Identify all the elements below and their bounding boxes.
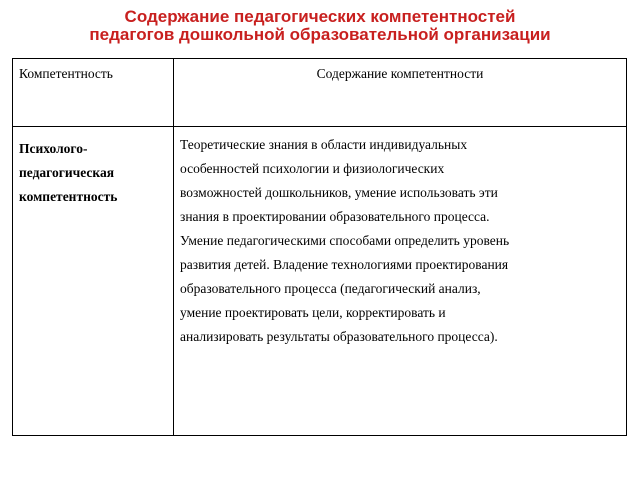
header-competence: Компетентность xyxy=(13,59,174,127)
description-line: Умение педагогическими способами определить уровень xyxy=(180,233,510,248)
table-header-row xyxy=(13,59,627,127)
description-line: Теоретические знания в области индивидуальных xyxy=(180,137,468,152)
description-line: развития детей. Владение технологиями проектирования xyxy=(180,257,509,272)
description-line: особенностей психологии и физиологических xyxy=(180,161,445,176)
competence-table xyxy=(12,58,627,436)
page-title xyxy=(0,8,640,44)
competence-name-line: педагогическая xyxy=(19,165,115,180)
title-line-1: Содержание педагогических компетентностей xyxy=(124,7,516,26)
title-line-2: педагогов дошкольной образовательной организации xyxy=(89,25,551,44)
description-line: анализировать результаты образовательного процесса). xyxy=(180,329,498,344)
competence-name-line: компетентность xyxy=(19,189,118,204)
description-line: возможностей дошкольников, умение использовать эти xyxy=(180,185,498,200)
competence-name-cell xyxy=(13,127,174,436)
competence-name-line: Психолого- xyxy=(19,141,88,156)
description-line: знания в проектировании образовательного процесса. xyxy=(180,209,490,224)
table-row xyxy=(13,127,627,436)
description-line: умение проектировать цели, корректировать и xyxy=(180,305,446,320)
description-line: образовательного процесса (педагогический анализ, xyxy=(180,281,481,296)
header-competence-content: Содержание компетентности xyxy=(174,59,627,127)
competence-description-cell xyxy=(174,127,627,436)
